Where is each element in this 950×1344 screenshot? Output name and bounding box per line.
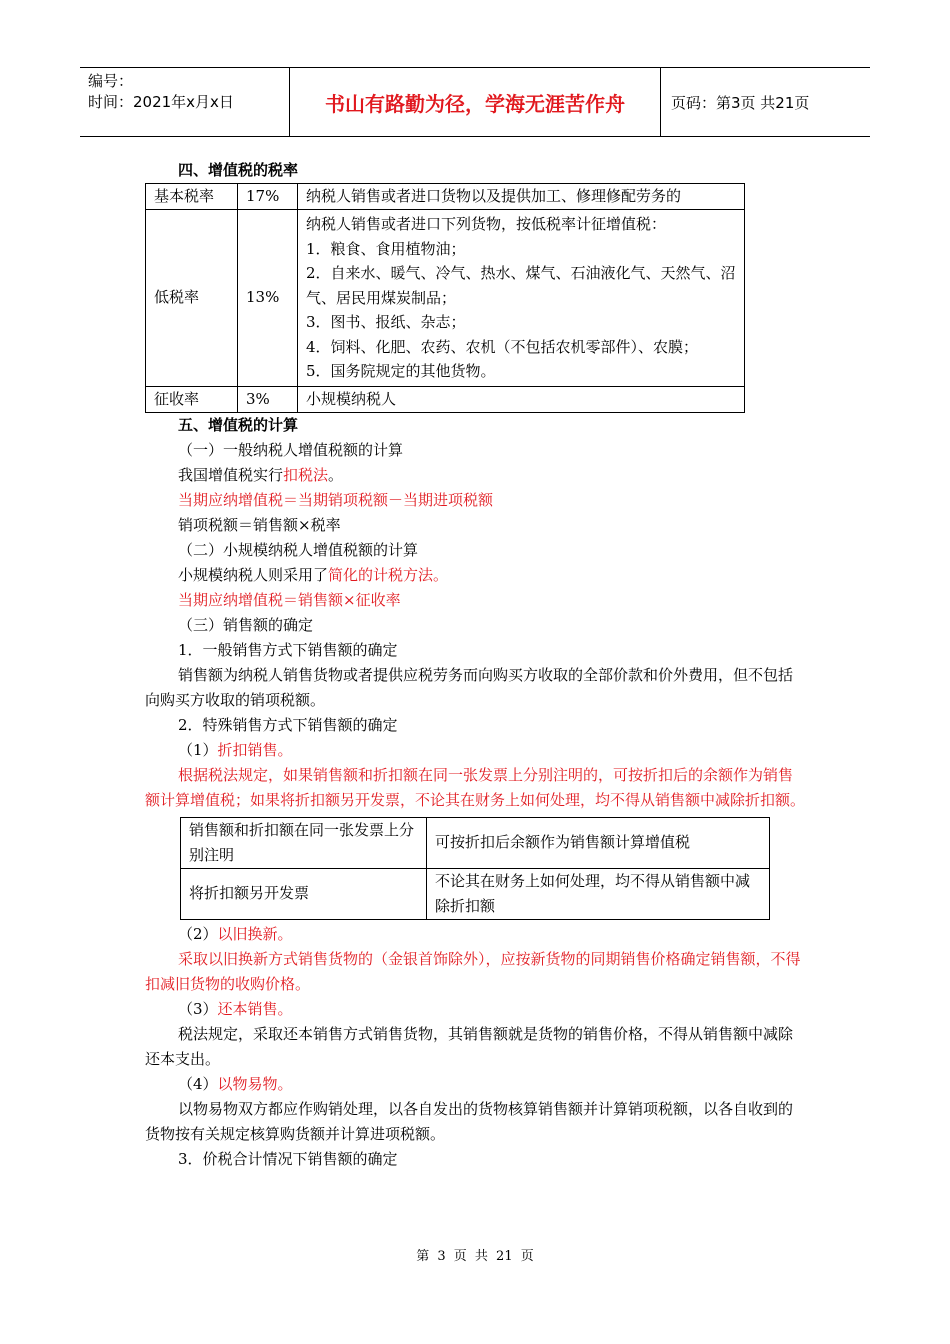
time-label: 时间：2021年x月x日 <box>88 93 234 111</box>
table-cell: 将折扣额另开发票 <box>181 868 427 919</box>
table-cell: 可按折扣后余额作为销售额计算增值税 <box>427 817 770 868</box>
section-title-4: 四、增值税的税率 <box>178 161 299 179</box>
document-body <box>145 158 805 1172</box>
paragraph: 税法规定，采取还本销售方式销售货物，其销售额就是货物的销售价格，不得从销售额中减除还本支出。 <box>145 1024 794 1068</box>
list-item: 纳税人销售或者进口下列货物，按低税率计征增值税： <box>306 215 667 233</box>
highlight: 以旧换新。 <box>217 924 293 943</box>
rate-desc: 纳税人销售或者进口货物以及提供加工、修理修配劳务的 <box>298 184 745 210</box>
table-row <box>181 817 770 868</box>
header-meta <box>80 68 290 136</box>
paragraph: （三）销售额的确定 <box>178 615 314 634</box>
highlight: 折扣销售。 <box>217 740 293 759</box>
paragraph: 采取以旧换新方式销售货物的（金银首饰除外），应按新货物的同期销售价格确定销售额，不得扣减旧货物的收购价格。 <box>145 949 801 993</box>
highlight: 简化的计税方法。 <box>328 565 449 584</box>
paragraph: 根据税法规定，如果销售额和折扣额在同一张发票上分别注明的，可按折扣后的余额作为销售额计算增值税；如果将折扣额另开发票，不论其在财务上如何处理，均不得从销售额中减除折扣额。 <box>145 765 806 809</box>
highlight: 扣税法 <box>283 465 329 484</box>
text: （2） <box>178 924 218 943</box>
section-title-5: 五、增值税的计算 <box>178 415 299 434</box>
page-footer: 第 3 页 共 21 页 <box>416 1249 534 1264</box>
rate-value: 17% <box>238 184 298 210</box>
formula: 当期应纳增值税＝销售额×征收率 <box>178 590 401 609</box>
list-item: 2．自来水、暖气、冷气、热水、煤气、石油液化气、天然气、沼气、居民用煤炭制品； <box>306 264 736 307</box>
paragraph: 2．特殊销售方式下销售额的确定 <box>178 715 398 734</box>
table-row <box>181 868 770 919</box>
paragraph <box>145 463 805 488</box>
discount-table <box>180 817 770 920</box>
text: （4） <box>178 1074 218 1093</box>
header-page-info: 页码：第3页 共21页 <box>671 93 810 112</box>
paragraph: 3．价税合计情况下销售额的确定 <box>178 1149 398 1168</box>
paragraph: 以物易物双方都应作购销处理，以各自发出的货物核算销售额并计算销项税额，以各自收到的货物按有关规定核算购货额并计算进项税额。 <box>145 1099 794 1143</box>
table-row <box>146 184 745 210</box>
text: （1） <box>178 740 218 759</box>
text: 。 <box>328 465 344 484</box>
table-cell: 不论其在财务上如何处理，均不得从销售额中减除折扣额 <box>427 868 770 919</box>
text: （3） <box>178 999 218 1018</box>
paragraph <box>145 738 805 763</box>
rate-name: 征收率 <box>146 386 238 412</box>
header-motto: 书山有路勤为径，学海无涯苦作舟 <box>290 68 661 136</box>
list-item: 4．饲料、化肥、农药、农机（不包括农机零部件）、农膜； <box>306 337 699 356</box>
rate-value: 3% <box>238 386 298 412</box>
number-label: 编号： <box>88 72 134 90</box>
table-row <box>146 210 745 387</box>
paragraph <box>145 997 805 1022</box>
list-item: 3．图书、报纸、杂志； <box>306 313 466 331</box>
page-header <box>80 67 870 137</box>
paragraph <box>145 563 805 588</box>
highlight: 还本销售。 <box>217 999 293 1018</box>
rate-name: 基本税率 <box>146 184 238 210</box>
paragraph: （二）小规模纳税人增值税额的计算 <box>178 540 419 559</box>
rate-desc: 小规模纳税人 <box>298 386 745 412</box>
rate-value: 13% <box>238 210 298 387</box>
list-item: 1．粮食、食用植物油； <box>306 239 466 258</box>
table-cell: 销售额和折扣额在同一张发票上分别注明 <box>181 817 427 868</box>
text: 小规模纳税人则采用了 <box>178 565 329 584</box>
paragraph <box>145 1072 805 1097</box>
paragraph: 销售额为纳税人销售货物或者提供应税劳务而向购买方收取的全部价款和价外费用，但不包括向购买方收取的销项税额。 <box>145 665 794 709</box>
formula: 当期应纳增值税＝当期销项税额－当期进项税额 <box>178 490 494 509</box>
text: 我国增值税实行 <box>178 465 284 484</box>
formula: 销项税额＝销售额×税率 <box>178 515 341 534</box>
rate-name: 低税率 <box>146 210 238 387</box>
rate-desc-list <box>298 210 745 387</box>
highlight: 以物易物。 <box>217 1074 293 1093</box>
table-row <box>146 386 745 412</box>
paragraph: （一）一般纳税人增值税额的计算 <box>178 440 404 459</box>
paragraph <box>145 922 805 947</box>
vat-rate-table <box>145 183 745 413</box>
list-item: 5．国务院规定的其他货物。 <box>306 362 496 380</box>
paragraph: 1．一般销售方式下销售额的确定 <box>178 640 398 659</box>
